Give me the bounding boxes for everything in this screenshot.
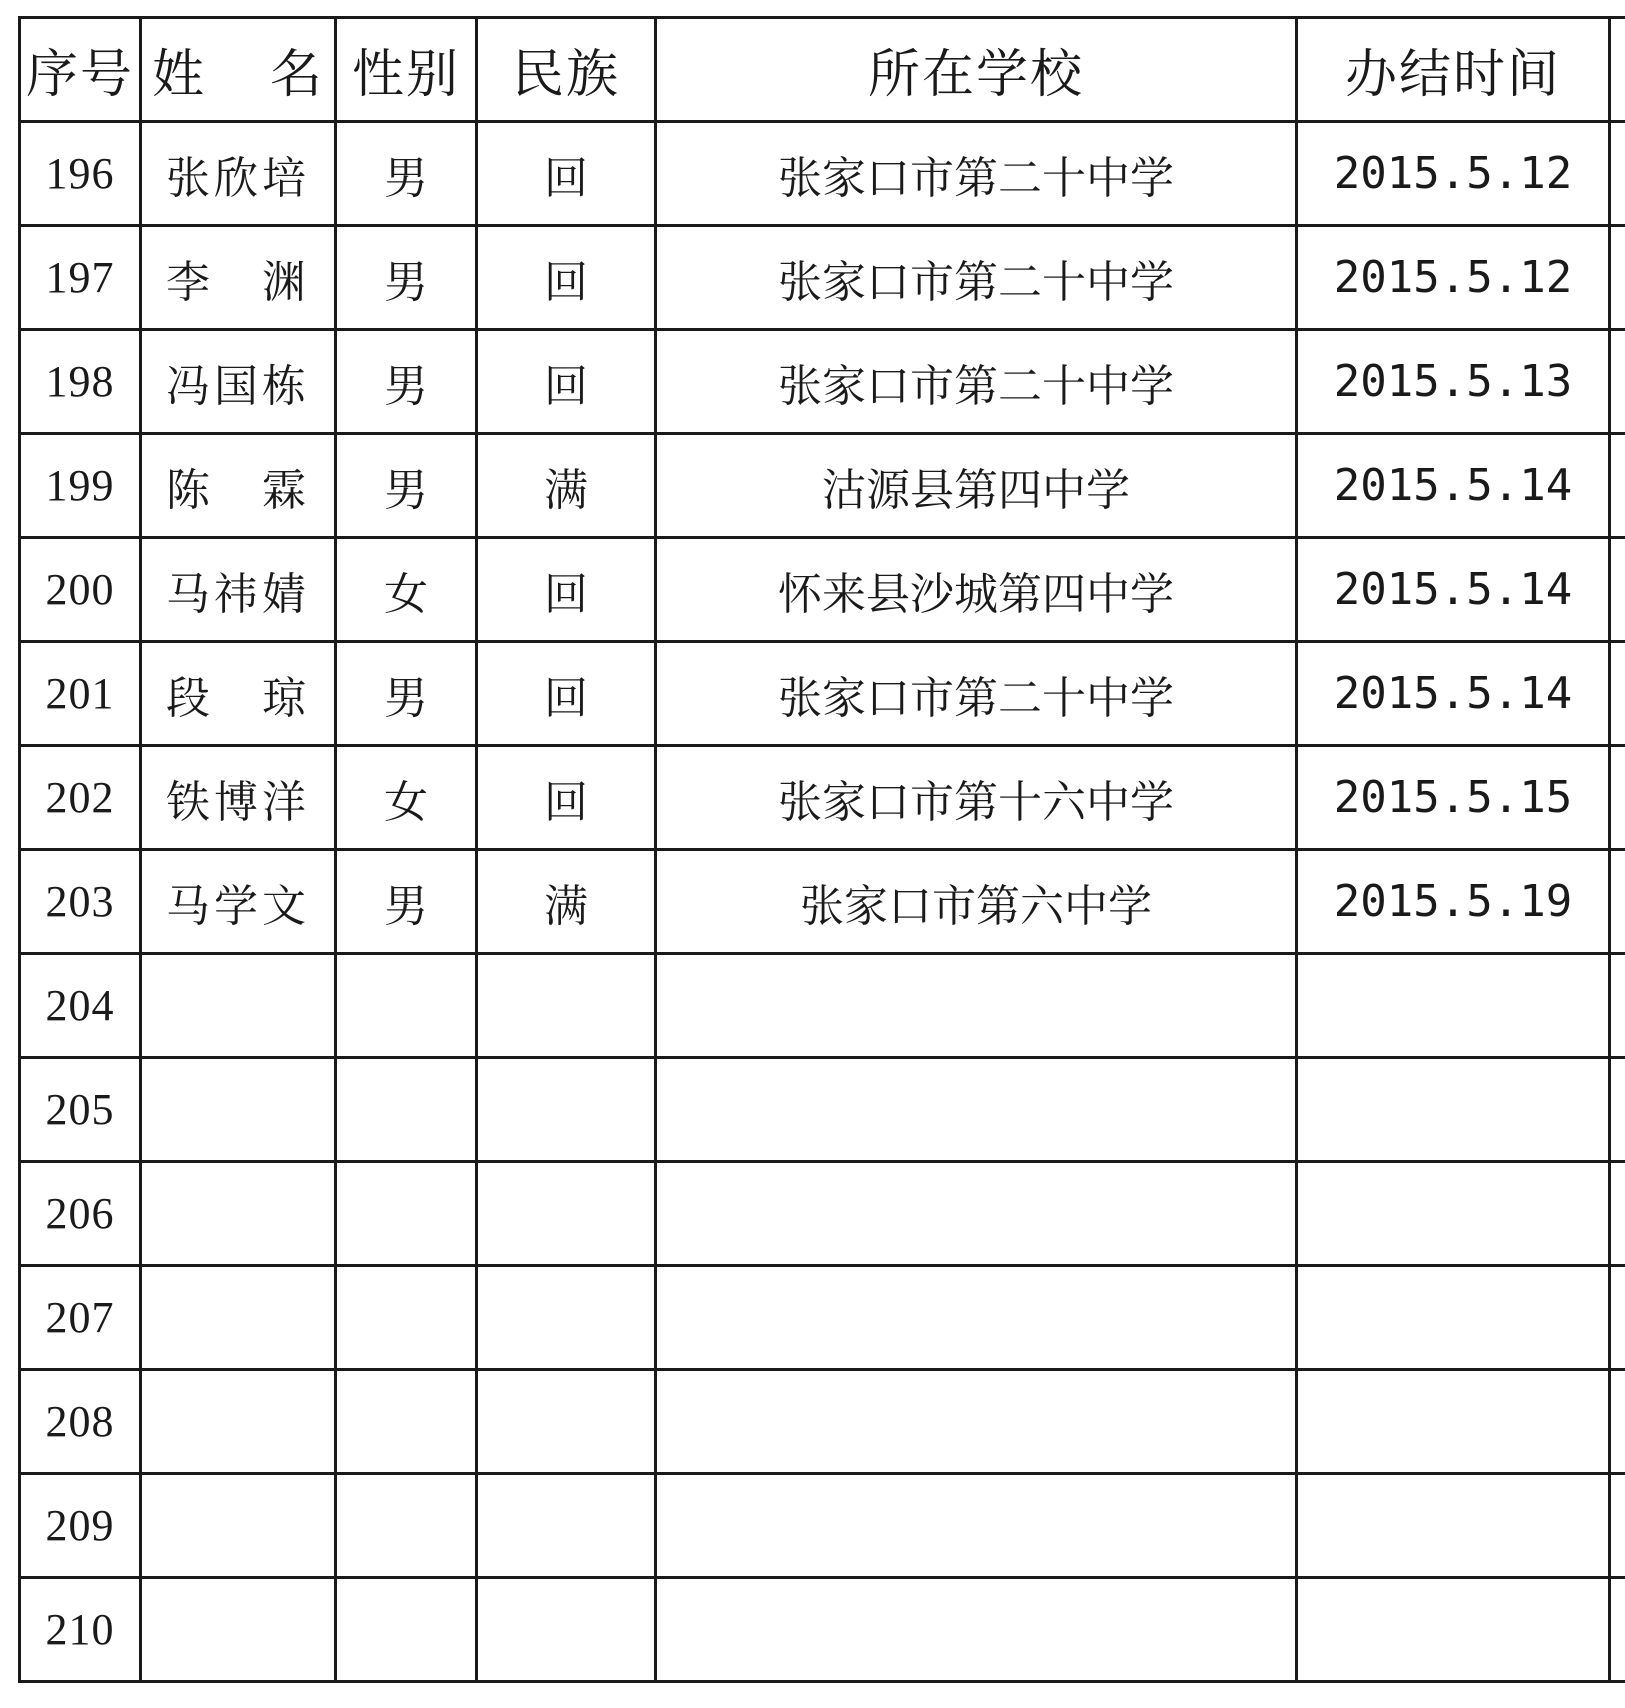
cell-student-name (141, 954, 336, 1058)
cell-school (656, 1266, 1297, 1370)
cell-completion-date (1297, 1474, 1610, 1578)
cell-completion-date: 2015.5.13 (1297, 330, 1610, 434)
cell-ethnicity: 回 (477, 122, 656, 226)
cell-school (656, 1370, 1297, 1474)
cell-ethnicity: 回 (477, 330, 656, 434)
cell-gender (336, 954, 477, 1058)
cell-student-name: 李 渊 (141, 226, 336, 330)
cell-completion-date (1297, 1058, 1610, 1162)
cell-student-name: 段 琼 (141, 642, 336, 746)
student-roster-table (18, 16, 1625, 1683)
cell-student-name: 马学文 (141, 850, 336, 954)
cell-ethnicity (477, 954, 656, 1058)
cell-student-name (141, 1058, 336, 1162)
cell-serial-number: 207 (20, 1266, 141, 1370)
cell-serial-number: 196 (20, 122, 141, 226)
cell-extra-column (1610, 1162, 1625, 1266)
cell-completion-date (1297, 1370, 1610, 1474)
cell-ethnicity: 满 (477, 850, 656, 954)
cell-gender: 女 (336, 538, 477, 642)
cell-serial-number: 205 (20, 1058, 141, 1162)
cell-serial-number: 202 (20, 746, 141, 850)
table-row (20, 226, 1625, 330)
cell-school: 怀来县沙城第四中学 (656, 538, 1297, 642)
header-serial-number: 序号 (20, 18, 141, 122)
cell-completion-date: 2015.5.14 (1297, 538, 1610, 642)
table-row (20, 746, 1625, 850)
cell-serial-number: 199 (20, 434, 141, 538)
cell-ethnicity: 回 (477, 746, 656, 850)
cell-extra-column (1610, 1266, 1625, 1370)
table-row (20, 538, 1625, 642)
table-row (20, 1370, 1625, 1474)
table-row (20, 1058, 1625, 1162)
cell-school: 张家口市第十六中学 (656, 746, 1297, 850)
cell-serial-number: 208 (20, 1370, 141, 1474)
cell-gender (336, 1266, 477, 1370)
cell-gender (336, 1162, 477, 1266)
cell-school: 张家口市第二十中学 (656, 122, 1297, 226)
cell-student-name: 铁博洋 (141, 746, 336, 850)
cell-completion-date (1297, 954, 1610, 1058)
cell-ethnicity (477, 1578, 656, 1682)
cell-ethnicity: 回 (477, 226, 656, 330)
cell-extra-column (1610, 1578, 1625, 1682)
table-row (20, 1266, 1625, 1370)
cell-student-name (141, 1578, 336, 1682)
cell-extra-column (1610, 850, 1625, 954)
cell-student-name: 陈 霖 (141, 434, 336, 538)
cell-serial-number: 204 (20, 954, 141, 1058)
cell-extra-column (1610, 330, 1625, 434)
cell-completion-date: 2015.5.15 (1297, 746, 1610, 850)
cell-completion-date (1297, 1578, 1610, 1682)
cell-ethnicity: 回 (477, 642, 656, 746)
cell-completion-date (1297, 1266, 1610, 1370)
cell-student-name (141, 1266, 336, 1370)
cell-school: 沽源县第四中学 (656, 434, 1297, 538)
header-gender: 性别 (336, 18, 477, 122)
cell-completion-date: 2015.5.14 (1297, 642, 1610, 746)
cell-gender (336, 1370, 477, 1474)
cell-gender: 女 (336, 746, 477, 850)
cell-gender (336, 1578, 477, 1682)
cell-completion-date (1297, 1162, 1610, 1266)
header-ethnicity: 民族 (477, 18, 656, 122)
cell-completion-date: 2015.5.19 (1297, 850, 1610, 954)
cell-student-name (141, 1370, 336, 1474)
table-row (20, 434, 1625, 538)
header-row (20, 18, 1625, 122)
cell-student-name: 马祎婧 (141, 538, 336, 642)
cell-gender: 男 (336, 226, 477, 330)
cell-extra-column (1610, 954, 1625, 1058)
cell-extra-column (1610, 642, 1625, 746)
cell-gender: 男 (336, 330, 477, 434)
cell-extra-column (1610, 226, 1625, 330)
cell-ethnicity: 满 (477, 434, 656, 538)
cell-school: 张家口市第二十中学 (656, 642, 1297, 746)
cell-serial-number: 198 (20, 330, 141, 434)
table-row (20, 122, 1625, 226)
cell-serial-number: 209 (20, 1474, 141, 1578)
cell-serial-number: 206 (20, 1162, 141, 1266)
cell-student-name (141, 1474, 336, 1578)
cell-school: 张家口市第二十中学 (656, 330, 1297, 434)
cell-ethnicity (477, 1266, 656, 1370)
cell-gender: 男 (336, 434, 477, 538)
header-name-last-char: 名 (269, 45, 324, 105)
cell-extra-column (1610, 1370, 1625, 1474)
header-school: 所在学校 (656, 18, 1297, 122)
cell-school: 张家口市第六中学 (656, 850, 1297, 954)
cell-gender: 男 (336, 122, 477, 226)
cell-student-name: 张欣培 (141, 122, 336, 226)
cell-school (656, 1474, 1297, 1578)
cell-ethnicity (477, 1162, 656, 1266)
table-row (20, 1162, 1625, 1266)
cell-extra-column (1610, 122, 1625, 226)
table-row (20, 642, 1625, 746)
cell-serial-number: 201 (20, 642, 141, 746)
cell-extra-column (1610, 746, 1625, 850)
cell-serial-number: 200 (20, 538, 141, 642)
cell-school (656, 1162, 1297, 1266)
cell-ethnicity (477, 1370, 656, 1474)
table-row (20, 850, 1625, 954)
cell-student-name: 冯国栋 (141, 330, 336, 434)
table-row (20, 954, 1625, 1058)
cell-ethnicity: 回 (477, 538, 656, 642)
cell-school (656, 1578, 1297, 1682)
table-row (20, 1578, 1625, 1682)
cell-school (656, 954, 1297, 1058)
cell-serial-number: 197 (20, 226, 141, 330)
cell-serial-number: 210 (20, 1578, 141, 1682)
header-extra-column (1610, 18, 1625, 122)
table-row (20, 330, 1625, 434)
cell-ethnicity (477, 1474, 656, 1578)
cell-gender (336, 1058, 477, 1162)
cell-student-name (141, 1162, 336, 1266)
cell-gender: 男 (336, 642, 477, 746)
header-name-first-char: 姓 (152, 45, 207, 105)
header-name (141, 18, 336, 122)
cell-extra-column (1610, 434, 1625, 538)
cell-gender (336, 1474, 477, 1578)
cell-completion-date: 2015.5.12 (1297, 122, 1610, 226)
cell-school (656, 1058, 1297, 1162)
cell-extra-column (1610, 538, 1625, 642)
header-completion-date: 办结时间 (1297, 18, 1610, 122)
cell-extra-column (1610, 1474, 1625, 1578)
cell-completion-date: 2015.5.12 (1297, 226, 1610, 330)
cell-completion-date: 2015.5.14 (1297, 434, 1610, 538)
cell-serial-number: 203 (20, 850, 141, 954)
table-row (20, 1474, 1625, 1578)
cell-ethnicity (477, 1058, 656, 1162)
cell-gender: 男 (336, 850, 477, 954)
cell-extra-column (1610, 1058, 1625, 1162)
roster-body (20, 122, 1625, 1682)
cell-school: 张家口市第二十中学 (656, 226, 1297, 330)
